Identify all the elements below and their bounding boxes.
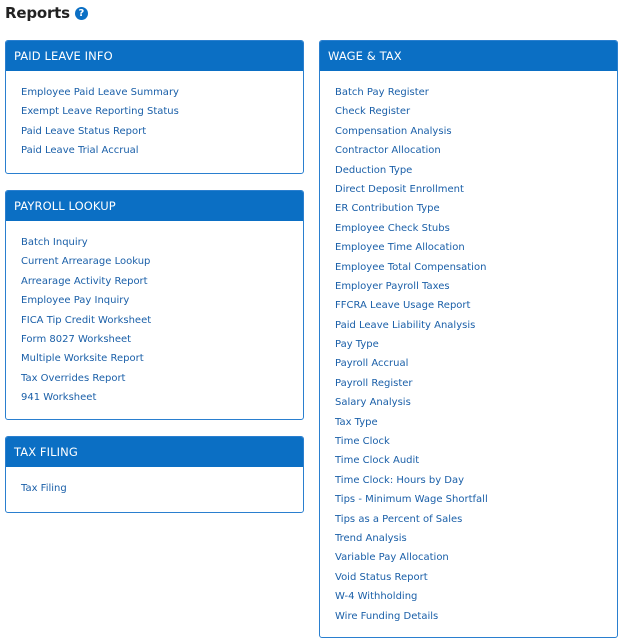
- report-link[interactable]: Payroll Register: [335, 377, 413, 389]
- report-link[interactable]: Pay Type: [335, 339, 379, 351]
- card-title: PAYROLL LOOKUP: [6, 191, 303, 221]
- report-link[interactable]: Paid Leave Trial Accrual: [21, 145, 139, 157]
- report-link[interactable]: ER Contribution Type: [335, 203, 440, 215]
- report-link[interactable]: 941 Worksheet: [21, 392, 97, 404]
- report-link[interactable]: Paid Leave Liability Analysis: [335, 319, 476, 331]
- card-title: PAID LEAVE INFO: [6, 41, 303, 71]
- report-link[interactable]: Employee Paid Leave Summary: [21, 87, 179, 98]
- report-link[interactable]: FFCRA Leave Usage Report: [335, 300, 471, 312]
- report-link[interactable]: Direct Deposit Enrollment: [335, 183, 464, 195]
- report-link[interactable]: Variable Pay Allocation: [335, 552, 449, 564]
- card-link-list: [320, 71, 617, 626]
- tax-filing-card: [5, 436, 304, 513]
- report-link[interactable]: Exempt Leave Reporting Status: [21, 106, 179, 118]
- report-link[interactable]: Trend Analysis: [335, 532, 407, 544]
- report-link[interactable]: Tax Filing: [21, 483, 67, 494]
- report-link[interactable]: FICA Tip Credit Worksheet: [21, 314, 152, 326]
- report-link[interactable]: Form 8027 Worksheet: [21, 333, 132, 345]
- report-link[interactable]: Tax Type: [335, 416, 378, 428]
- report-link[interactable]: Check Register: [335, 106, 411, 118]
- report-link[interactable]: Current Arrearage Lookup: [21, 256, 151, 268]
- report-link[interactable]: Paid Leave Status Report: [21, 125, 147, 137]
- report-link[interactable]: Tax Overrides Report: [21, 372, 126, 384]
- report-link[interactable]: Employee Pay Inquiry: [21, 295, 130, 307]
- page-header: [5, 2, 88, 24]
- report-link[interactable]: Time Clock: [335, 436, 390, 448]
- paid-leave-info-card: [5, 40, 304, 174]
- report-link[interactable]: Time Clock: Hours by Day: [335, 474, 465, 486]
- report-link[interactable]: Deduction Type: [335, 164, 413, 176]
- report-link[interactable]: Wire Funding Details: [335, 610, 439, 622]
- report-link[interactable]: Time Clock Audit: [335, 455, 420, 467]
- payroll-lookup-card: [5, 190, 304, 420]
- report-link[interactable]: Employee Time Allocation: [335, 242, 465, 254]
- report-link[interactable]: Batch Inquiry: [21, 237, 88, 248]
- wage-tax-card: [319, 40, 618, 638]
- card-title: WAGE & TAX: [320, 41, 617, 71]
- question-circle-icon[interactable]: ?: [75, 7, 88, 20]
- report-link[interactable]: Compensation Analysis: [335, 125, 452, 137]
- card-link-list: [6, 71, 303, 161]
- report-link[interactable]: Arrearage Activity Report: [21, 275, 148, 287]
- card-title: TAX FILING: [6, 437, 303, 467]
- report-link[interactable]: Tips as a Percent of Sales: [335, 513, 463, 525]
- report-link[interactable]: Employer Payroll Taxes: [335, 280, 450, 292]
- report-link[interactable]: Tips - Minimum Wage Shortfall: [335, 494, 488, 506]
- report-link[interactable]: Employee Total Compensation: [335, 261, 487, 273]
- card-link-list: [6, 467, 303, 498]
- report-link[interactable]: Void Status Report: [335, 571, 428, 583]
- report-link[interactable]: Payroll Accrual: [335, 358, 409, 370]
- report-link[interactable]: Salary Analysis: [335, 397, 411, 409]
- report-link[interactable]: Employee Check Stubs: [335, 222, 450, 234]
- report-link[interactable]: Batch Pay Register: [335, 87, 429, 98]
- card-link-list: [6, 221, 303, 408]
- report-link[interactable]: Multiple Worksite Report: [21, 353, 144, 365]
- report-link[interactable]: Contractor Allocation: [335, 145, 441, 157]
- page-title: Reports: [5, 4, 70, 22]
- report-link[interactable]: W-4 Withholding: [335, 591, 418, 603]
